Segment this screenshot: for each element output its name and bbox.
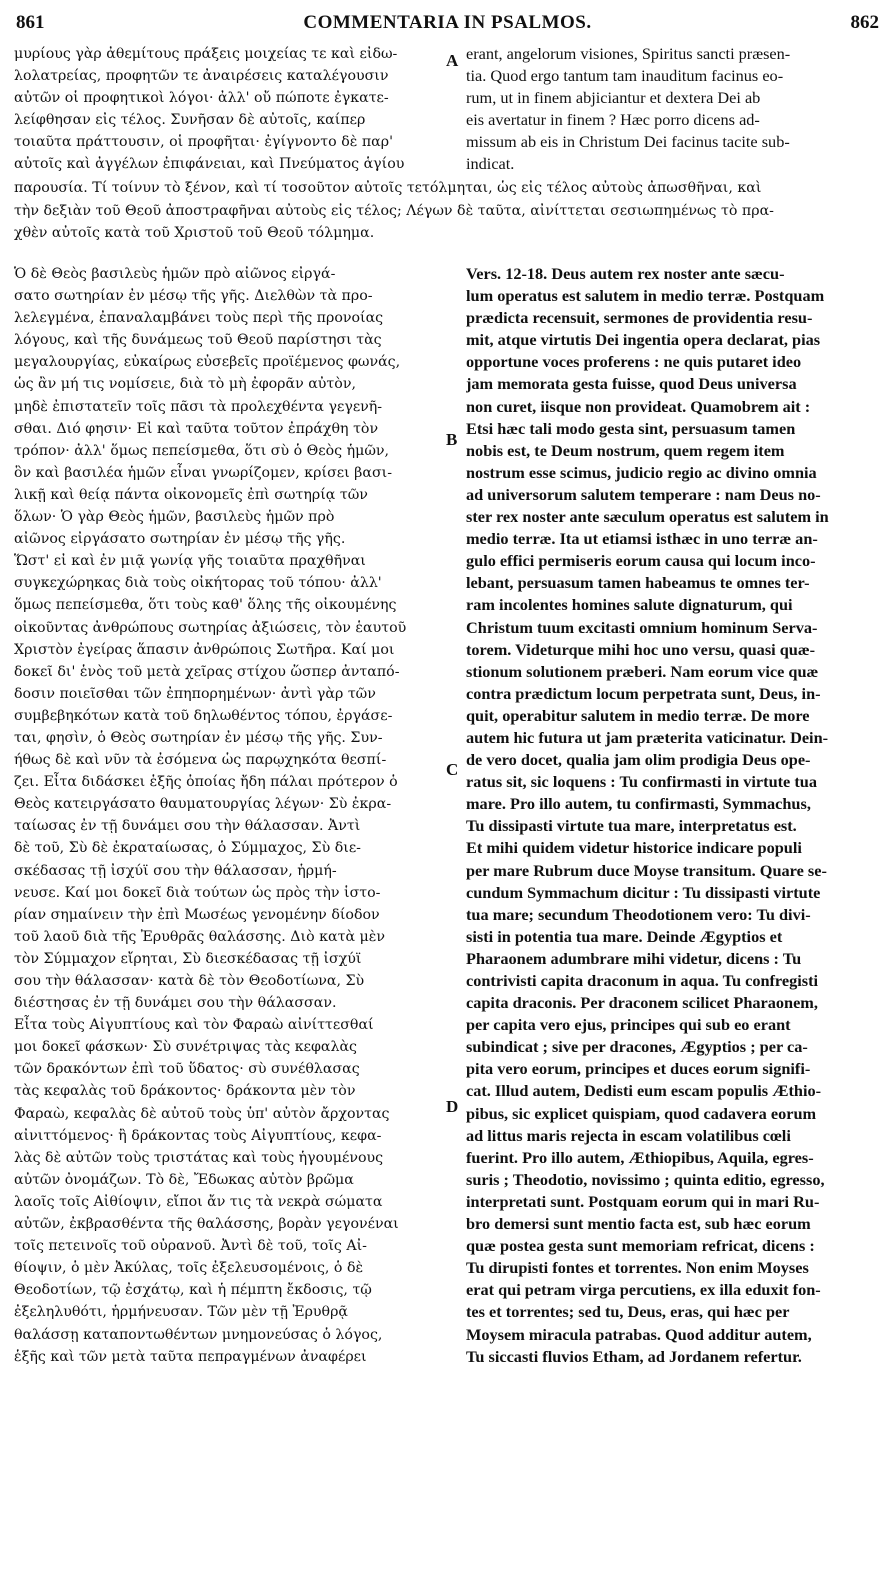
latin-text-line: bro demersi sunt mentio facta est, sub hæc eorum bbox=[466, 1214, 811, 1234]
latin-text-line: capita draconis. Per draconem scilicet Pharaonem, bbox=[466, 993, 818, 1013]
latin-text-line: prædicta recensuit, sermones de providentia resu- bbox=[466, 308, 813, 328]
greek-text-line: συμβεβηκότων κατὰ τοῦ δηλωθέντος τόπου, ἐργάσε- bbox=[14, 707, 393, 724]
greek-text-line: μοι δοκεῖ φάσκων· Σὺ συνέτριψας τὰς κεφαλὰς bbox=[14, 1039, 357, 1056]
full-width-text-line: χθὲν αὐτοῖς κατὰ τοῦ Χριστοῦ τοῦ Θεοῦ τόλμημα. bbox=[14, 225, 375, 242]
greek-text-line: δοσιν ποιεῖσθαι τῶν ἐπηπορημένων· ἀντὶ γὰρ τῶν bbox=[14, 685, 376, 702]
latin-text-line: Tu dissipasti virtute tua mare, interpretatus est. bbox=[466, 816, 797, 836]
latin-text-line: opportune voces proferens : ne quis putaret ideo bbox=[466, 352, 802, 372]
latin-text-line: Christum tuum excitasti omnium hominum Serva- bbox=[466, 617, 818, 637]
latin-text-line: non curet, iisque non provideat. Quamobrem ait : bbox=[466, 396, 811, 416]
latin-text-line: indicat. bbox=[466, 154, 515, 174]
margin-marker-d: D bbox=[446, 1097, 459, 1116]
greek-text-line: σθαι. Διό φησιν· Εἰ καὶ ταῦτα τοῦτον ἐπράχθη τὸν bbox=[14, 420, 379, 437]
latin-text-line: ram incolentes homines salute dignaturum, qui bbox=[466, 595, 793, 615]
latin-text-line: cundum Symmachum dicitur : Tu dissipasti virtute bbox=[466, 882, 821, 902]
latin-text-line: per mare Rubrum duce Moyse transitum. Quare se- bbox=[466, 860, 827, 880]
greek-text-line: δοκεῖ δι' ἑνὸς τοῦ μετὰ χεῖρας στίχου ὥσπερ ἀνταπό- bbox=[14, 663, 400, 680]
greek-column-top bbox=[14, 43, 446, 176]
latin-text-line: jam memorata gesta fuisse, quod Deus universa bbox=[466, 374, 797, 394]
greek-text-line: τὰς κεφαλὰς τοῦ δράκοντος· δράκοντα μὲν τὸν bbox=[14, 1083, 356, 1100]
latin-text-line: ratus sit, sic loquens : Tu confirmasti in virtute tua bbox=[466, 772, 817, 792]
greek-text-line: αἰνιττόμενος· ἢ δράκοντας τοὺς Αἰγυπτίους, κεφα- bbox=[14, 1127, 382, 1144]
latin-text-line: sisti in potentia tua mare. Deinde Ægyptios et bbox=[466, 926, 783, 946]
latin-text-line: Et mihi quidem videtur historice indicare populi bbox=[466, 838, 802, 858]
latin-text-line: subindicat ; sive per dracones, Ægyptios ; per ca- bbox=[466, 1037, 808, 1057]
greek-text-line: ζει. Εἶτα διδάσκει ἑξῆς ὁποίας ἤδη πάλαι πρότερον ὁ bbox=[14, 774, 398, 791]
greek-text-line: σκέδασας τῇ ἰσχύϊ σου τὴν θάλασσαν, ἡρμή- bbox=[14, 862, 337, 879]
running-title: COMMENTARIA IN PSALMOS. bbox=[303, 12, 592, 33]
greek-text-line: ὅμως πεπείσμεθα, ὅτι τοὺς καθ' ὅλης τῆς οἰκουμένης bbox=[14, 597, 397, 614]
greek-text-line: θίοψιν, ὁ μὲν Ἀκύλας, τοῖς ἐξελευσομένοις, ὁ δὲ bbox=[14, 1260, 364, 1277]
margin-marker-c: C bbox=[446, 760, 459, 779]
latin-text-line: missum ab eis in Christum Dei facinus tacite sub- bbox=[466, 132, 790, 152]
greek-text-line: λόγους, καὶ τῆς δυνάμεως τοῦ Θεοῦ παρίστησι τὰς bbox=[14, 332, 382, 349]
latin-text-line: rum, ut in finem abjiciantur et dextera Dei ab bbox=[466, 88, 761, 108]
greek-text-line: Εἶτα τοὺς Αἰγυπτίους καὶ τὸν Φαραὼ αἰνίττεσθαί bbox=[14, 1017, 374, 1034]
greek-text-line: τῶν δρακόντων ἐπὶ τοῦ ὕδατος· σὺ συνέθλασας bbox=[14, 1061, 360, 1078]
greek-text-line: ὅλων· Ὁ γὰρ Θεὸς ἡμῶν, βασιλεὺς ἡμῶν πρὸ bbox=[14, 509, 335, 526]
greek-text-line: τοῖς πετεινοῖς τοῦ οὐρανοῦ. Ἀντὶ δὲ τοῦ, τοῖς Αἰ- bbox=[14, 1238, 367, 1255]
latin-text-line: tia. Quod ergo tantum tam inauditum facinus eo- bbox=[466, 66, 784, 86]
latin-text-line: Moysem miracula patrabas. Quod additur autem, bbox=[466, 1324, 812, 1344]
latin-text-line: mare. Pro illo autem, tu confirmasti, Symmachus, bbox=[466, 794, 811, 814]
latin-text-line: quæ postea gesta sunt memoriam refricat, dicens : bbox=[466, 1236, 815, 1256]
greek-text-line: συγκεχώρηκας διὰ τοὺς οἰκήτορας τοῦ τόπου· ἀλλ' bbox=[14, 575, 382, 592]
latin-text-line: nostrum esse scimus, judicio regio ac divino omnia bbox=[466, 462, 817, 482]
margin-marker-b: B bbox=[446, 430, 458, 449]
page-number-left: 861 bbox=[16, 12, 45, 33]
greek-text-line: αὐτοῖς καὶ ἀγγέλων ἐπιφάνειαι, καὶ Πνεύματος ἁγίου bbox=[14, 156, 405, 173]
greek-text-line: λαοῖς τοῖς Αἰθίοψιν, εἴποι ἄν τις τὰ νεκρὰ σώματα bbox=[14, 1193, 383, 1210]
greek-text-line: αὐτῶν, ἐκβρασθέντα τῆς θαλάσσης, βορὰν γεγονέναι bbox=[14, 1216, 399, 1233]
greek-text-line: ἑξῆς καὶ τῶν μετὰ ταῦτα πεπραγμένων ἀναφέρει bbox=[14, 1348, 367, 1365]
latin-text-line: cat. Illud autem, Dedisti eum escam populis Æthio- bbox=[466, 1081, 822, 1101]
latin-text-line: ad universorum salutem temperare : nam Deus no- bbox=[466, 484, 821, 504]
greek-text-line: Ὥστ' εἰ καὶ ἐν μιᾷ γωνίᾳ γῆς τοιαῦτα πραχθῆναι bbox=[14, 553, 366, 570]
latin-text-line: suris ; Theodotio, novissimo ; quinta editio, egresso, bbox=[466, 1169, 825, 1189]
greek-text-line: διέστησας ἐν τῇ δυνάμει σου τὴν θάλασσαν. bbox=[14, 995, 337, 1012]
latin-text-line: medio terræ. Ita ut etiamsi isthæc in uno terræ an- bbox=[466, 529, 818, 549]
latin-text-line: Vers. 12-18. Deus autem rex noster ante sæcu- bbox=[466, 264, 785, 283]
latin-text-line: per capita vero ejus, principes qui sub eo erant bbox=[466, 1015, 791, 1035]
greek-text-line: δὲ τοῦ, Σὺ δὲ ἐκραταίωσας, ὁ Σύμμαχος, Σὺ διε- bbox=[14, 840, 361, 857]
latin-text-line: tes et torrentes; sed tu, Deus, eras, qui hæc per bbox=[466, 1302, 790, 1322]
greek-text-line: τρόπον· ἀλλ' ὅμως πεπείσμεθα, ὅτι σὺ ὁ Θεὸς ἡμῶν, bbox=[14, 442, 390, 459]
full-width-text bbox=[14, 177, 884, 245]
greek-text-line: ταίωσας ἐν τῇ δυνάμει σου τὴν θάλασσαν. Ἀντὶ bbox=[14, 818, 361, 835]
latin-text-line: erat qui petram virga percutiens, ex illa eduxit fon- bbox=[466, 1280, 821, 1300]
greek-text-line: μηδὲ ἐπιστατεῖν τοῖς πᾶσι τὰ προλεχθέντα γεγενῆ- bbox=[14, 398, 383, 415]
greek-text-line: μυρίους γὰρ ἀθεμίτους πράξεις μοιχείας τε καὶ εἰδω- bbox=[14, 46, 398, 62]
greek-text-line: μεγαλουργίας, εὐκαίρως εὐσεβεῖς προϊέμενος φωνάς, bbox=[14, 354, 401, 371]
latin-text-line: gulo effici permiseris eorum causa qui locum inco- bbox=[466, 551, 816, 571]
greek-text-line: ἐξεληλυθότι, ἡρμήνευσαν. Τῶν μὲν τῇ Ἐρυθρᾷ bbox=[14, 1304, 348, 1321]
latin-text-line: lebant, persuasum tamen habeamus te omnes ter- bbox=[466, 573, 810, 593]
latin-text-line: Tu dirupisti fontes et torrentes. Non enim Moyses bbox=[466, 1258, 809, 1278]
latin-text-line: lum operatus est salutem in medio terræ. Postquam bbox=[466, 286, 825, 306]
greek-text-line: ήθως δὲ καὶ νῦν τὰ ἐσόμενα ὡς παρῳχηκότα θεσπί- bbox=[14, 752, 387, 769]
latin-text-line: contrivisti capita draconum in aqua. Tu confregisti bbox=[466, 971, 819, 990]
latin-text-line: Pharaonem adumbrare mihi videtur, dicens : Tu bbox=[466, 948, 802, 968]
greek-text-line: λείφθησαν εἰς τέλος. Συνῆσαν δὲ αὐτοῖς, καίπερ bbox=[14, 112, 366, 129]
greek-text-line: σατο σωτηρίαν ἐν μέσῳ τῆς γῆς. Διελθὼν τὰ προ- bbox=[14, 288, 373, 305]
greek-text-line: λολατρείας, προφητῶν τε ἀναιρέσεις καταλέγουσιν bbox=[14, 68, 389, 85]
greek-text-line: τὸν Σύμμαχον εἴρηται, Σὺ διεσκέδασας τῇ ἰσχύϊ bbox=[14, 950, 362, 967]
latin-text-line: interpretati sunt. Postquam eorum qui in mari Ru- bbox=[466, 1191, 820, 1211]
full-width-text-line: τὴν δεξιὰν τοῦ Θεοῦ ἀποστραφῆναι αὐτοὺς εἰς τέλος; Λέγων δὲ ταῦτα, αἰνίττεται σεσιωπημένως τὸ πρα- bbox=[14, 202, 774, 219]
full-width-text-line: παρουσία. Τί τοίνυν τὸ ξένον, καὶ τί τοσοῦτον αὐτοῖς τετόλμηται, ὡς εἰς τέλος αὐτοὺς ἀπωσθῆναι, καὶ bbox=[14, 180, 762, 196]
latin-text-line: stionum solutionem præberi. Nam eorum vice quæ bbox=[466, 661, 819, 681]
greek-text-line: Χριστὸν ἐγείρας ἅπασιν ἀνθρώποις Σωτῆρα. Καί μοι bbox=[14, 641, 395, 658]
latin-text-line: ster rex noster ante sæculum operatus est salutem in bbox=[466, 507, 829, 527]
latin-text-line: autem hic futura ut jam præterita vaticinatur. Dein- bbox=[466, 727, 829, 747]
latin-text-line: pita vero eorum, principes et duces eorum signifi- bbox=[466, 1059, 811, 1079]
latin-text-line: Tu siccasti fluvios Etham, ad Jordanem refertur. bbox=[466, 1346, 802, 1366]
latin-column-top bbox=[466, 43, 884, 176]
greek-text-line: αἰῶνος εἰργάσατο σωτηρίαν ἐν μέσῳ τῆς γῆς. bbox=[14, 531, 346, 548]
latin-text-line: torem. Videturque mihi hoc uno versu, quasi quæ- bbox=[466, 639, 816, 659]
latin-text-line: ad littus maris rejecta in escam volatilibus cœli bbox=[466, 1125, 791, 1145]
greek-text-line: σου τὴν θάλασσαν· κατὰ δὲ τὸν Θεοδοτίωνα, Σὺ bbox=[14, 973, 365, 989]
greek-text-line: Θεὸς κατειργάσατο θαυματουργίας λέγων· Σὺ ἐκρα- bbox=[14, 796, 392, 813]
greek-text-line: θαλάσσῃ καταποντωθέντων μνημονεύσας ὁ λόγος, bbox=[14, 1326, 383, 1343]
greek-text-line: Θεοδοτίων, τῷ ἐσχάτῳ, καὶ ἡ πέμπτη ἔκδοσις, τῷ bbox=[14, 1282, 372, 1299]
page-header bbox=[16, 12, 879, 38]
greek-text-line: οἰκοῦντας ἀνθρώπους σωτηρίας ἀξιώσεις, τὸν ἑαυτοῦ bbox=[14, 619, 407, 636]
greek-text-line: ται, φησὶν, ὁ Θεὸς σωτηρίαν ἐν μέσῳ τῆς γῆς. Συν- bbox=[14, 729, 383, 746]
latin-text-line: Etsi hæc tali modo gesta sint, persuasum tamen bbox=[466, 418, 796, 438]
greek-text-line: ὃν καὶ βασιλέα ἡμῶν εἶναι γνωρίζομεν, κρίσει βασι- bbox=[14, 464, 392, 481]
greek-text-line: λὰς δὲ αὐτῶν τοὺς τριστάτας καὶ τοὺς ἡγουμένους bbox=[14, 1149, 384, 1166]
greek-text-line: τοῦ λαοῦ διὰ τῆς Ἐρυθρᾶς θαλάσσης. Διὸ κατὰ μὲν bbox=[14, 928, 385, 945]
greek-text-line: ὡς ἂν μή τις νομίσειε, διὰ τὸ μὴ ἐφορᾶν αὐτὸν, bbox=[14, 376, 356, 393]
margin-marker-a: A bbox=[446, 51, 459, 70]
greek-text-line: τοιαῦτα πράττουσιν, οἱ προφῆται· ἐγίγνοντο δὲ παρ' bbox=[14, 134, 394, 151]
greek-text-line: Φαραὼ, κεφαλὰς δὲ αὐτοῦ τοὺς ὑπ' αὐτὸν ἄρχοντας bbox=[14, 1105, 390, 1122]
greek-text-line: νευσε. Καί μοι δοκεῖ διὰ τούτων ὡς πρὸς τὴν ἱστο- bbox=[14, 884, 381, 901]
latin-text-line: pibus, sic explicet quispiam, quod cadavera eorum bbox=[466, 1103, 817, 1123]
latin-text-line: erant, angelorum visiones, Spiritus sancti præsen- bbox=[466, 44, 791, 63]
latin-text-line: nobis est, te Deum nostrum, quem regem item bbox=[466, 440, 785, 460]
latin-text-line: tua mare; secundum Theodotionem vero: Tu divi- bbox=[466, 904, 811, 924]
latin-text-line: de vero docet, qualia jam olim prodigia Deus ope- bbox=[466, 750, 811, 770]
latin-text-line: quit, operabitur salutem in medio terræ. De more bbox=[466, 705, 810, 725]
greek-text-line: λελεγμένα, ἐπαναλαμβάνει τοὺς περὶ τῆς προνοίας bbox=[14, 310, 384, 327]
latin-text-line: mit, atque virtutis Dei ingentia opera declarat, pias bbox=[466, 330, 821, 350]
latin-column-main bbox=[466, 263, 884, 1368]
greek-text-line: αὐτῶν ὀνομάζων. Τὸ δὲ, Ἔδωκας αὐτὸν βρῶμα bbox=[14, 1171, 354, 1188]
latin-text-line: fuerint. Pro illo autem, Æthiopibus, Aquila, egres- bbox=[466, 1147, 814, 1167]
greek-text-line: Ὁ δὲ Θεὸς βασιλεὺς ἡμῶν πρὸ αἰῶνος εἰργά- bbox=[14, 266, 336, 282]
page-number-right: 862 bbox=[850, 12, 879, 33]
greek-column-main bbox=[14, 263, 446, 1368]
greek-text-line: ρίαν σημαίνειν τὴν ἐπὶ Μωσέως γενομένην δίοδον bbox=[14, 906, 380, 923]
latin-text-line: eis avertatur in finem ? Hæc porro dicens ad- bbox=[466, 110, 760, 130]
greek-text-line: αὐτῶν οἱ προφητικοὶ λόγοι· ἀλλ' οὔ πώποτε ἐγκατε- bbox=[14, 90, 389, 107]
latin-text-line: contra prædictum locum perpetrata sunt, Deus, in- bbox=[466, 683, 821, 703]
greek-text-line: λικῇ καὶ θείᾳ πάντα οἰκονομεῖς ἐπὶ σωτηρίᾳ τῶν bbox=[14, 486, 368, 503]
